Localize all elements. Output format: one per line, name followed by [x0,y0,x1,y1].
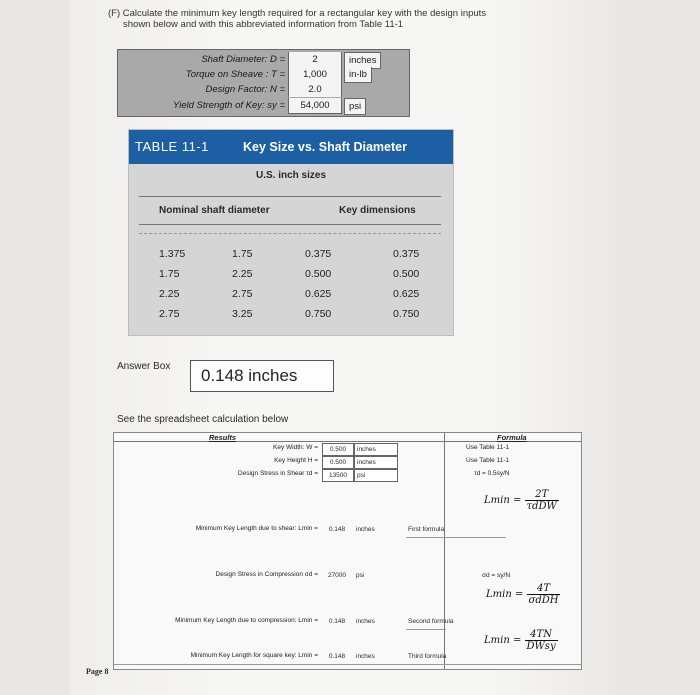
col-header-key: Key dimensions [339,205,416,216]
sheet-label: Minimum Key Length due to shear: Lmin = [195,525,318,532]
table-row [129,268,453,288]
table-rule [139,224,441,225]
table-cell: 1.375 [159,248,186,260]
spreadsheet-note: See the spreadsheet calculation below [117,414,289,425]
table-subtitle: U.S. inch sizes [255,170,327,181]
table-row [129,248,453,268]
page-number: Page 8 [86,667,109,676]
input-value[interactable]: 54,000 [288,98,342,114]
equation-lhs: Lmin = [484,495,522,506]
answer-input[interactable]: 0.148 inches [190,360,334,392]
formula-header: Formula [497,433,527,442]
sheet-note: First formula [408,526,445,533]
sheet-unit: inches [356,526,375,533]
sheet-value[interactable]: 0.148 [328,653,346,660]
sheet-unit: inches [354,456,398,469]
sheet-formula: Use Table 11-1 [466,457,510,464]
sheet-formula: τd = 0.5sy/N [474,470,510,477]
sheet-unit: inches [354,443,398,456]
table-cell: 2.75 [159,308,180,320]
table-cell: 2.75 [232,288,253,300]
sheet-unit: psi [354,469,398,482]
sheet-formula: Use Table 11-1 [466,444,510,451]
sheet-rule [406,537,506,538]
sheet-rule [114,664,581,665]
table-row [129,308,453,328]
sheet-note: Third formula [408,653,447,660]
sheet-formula: σd = sy/N [482,572,511,579]
equation-lhs: Lmin = [486,589,524,600]
sheet-unit: psi [356,572,365,579]
col-header-nominal: Nominal shaft diameter [159,205,270,216]
equation-numerator: 2T [525,489,559,501]
table-cell: 3.25 [232,308,253,320]
table-cell: 0.500 [305,268,332,280]
table-row [129,288,453,308]
sheet-note: Second formula [408,618,454,625]
equation-square [484,629,558,652]
input-label: Yield Strength of Key: sy = [172,100,285,111]
table-cell: 0.625 [393,288,420,300]
input-row-torque [118,67,409,82]
table-header-bar [129,130,453,164]
table-cell: 0.625 [305,288,332,300]
sheet-label: Key Height H = [274,457,318,464]
sheet-rule [406,629,446,630]
equation-lhs: Lmin = [484,635,522,646]
answer-label: Answer Box [117,361,171,372]
input-value[interactable]: 2 [288,52,342,67]
input-label: Design Factor: N = [205,84,285,95]
table-cell: 2.25 [159,288,180,300]
sheet-value[interactable]: 0.148 [328,526,346,533]
sheet-unit: inches [356,618,375,625]
table-cell: 0.750 [393,308,420,320]
sheet-value[interactable]: 0.500 [322,456,354,469]
equation-fraction [525,629,558,652]
equation-numerator: 4T [527,583,561,595]
sheet-value[interactable]: 0.148 [328,618,346,625]
sheet-divider [444,433,445,669]
table-11-1 [128,129,454,336]
table-cell: 0.375 [393,248,420,260]
sheet-label: Minimum Key Length for square key: Lmin = [190,652,318,659]
sheet-value[interactable]: 27000 [327,572,347,579]
design-inputs-box [117,49,410,117]
equation-compression [486,583,560,606]
input-label: Shaft Diameter: D = [201,54,285,65]
sheet-label: Minimum Key Length due to compression: Lmin = [175,617,318,624]
input-value[interactable]: 1,000 [288,67,342,82]
table-cell: 0.375 [305,248,332,260]
input-unit: inches [344,52,381,69]
equation-denominator: τdDW [526,501,557,512]
prompt-line-2: shown below and with this abbreviated information from Table 11-1 [123,19,404,30]
table-cell: 2.25 [232,268,253,280]
input-row-yield [118,98,409,113]
input-value[interactable]: 2.0 [288,82,342,97]
spreadsheet [113,432,582,670]
sheet-unit: inches [356,653,375,660]
prompt-line-1: (F) Calculate the minimum key length required for a rectangular key with the design inputs [108,8,487,19]
equation-numerator: 4TN [525,629,558,641]
input-unit: psi [344,98,366,115]
table-cell: 1.75 [232,248,253,260]
table-dashed-rule [139,233,441,234]
table-title: Key Size vs. Shaft Diameter [243,140,407,154]
equation-denominator: σdDH [528,595,559,606]
sheet-label: Design Stress in Compression σd = [215,571,318,578]
sheet-value[interactable]: 13500 [322,469,354,482]
table-label: TABLE 11-1 [135,139,209,154]
equation-denominator: DWsy [526,641,556,652]
table-cell: 0.750 [305,308,332,320]
input-label: Torque on Sheave : T = [185,69,285,80]
sheet-value[interactable]: 0.500 [322,443,354,456]
table-cell: 0.500 [393,268,420,280]
input-row-diameter [118,52,409,67]
table-rule [139,196,441,197]
sheet-label: Key Width: W = [273,444,318,451]
sheet-label: Design Stress in Shear τd = [237,470,318,477]
equation-shear [484,489,559,512]
input-unit: in-lb [344,67,372,83]
equation-fraction [527,583,561,606]
results-header: Results [209,433,237,442]
problem-prompt [108,8,588,30]
table-cell: 1.75 [159,268,180,280]
input-row-design-factor [118,82,409,97]
equation-fraction [525,489,559,512]
